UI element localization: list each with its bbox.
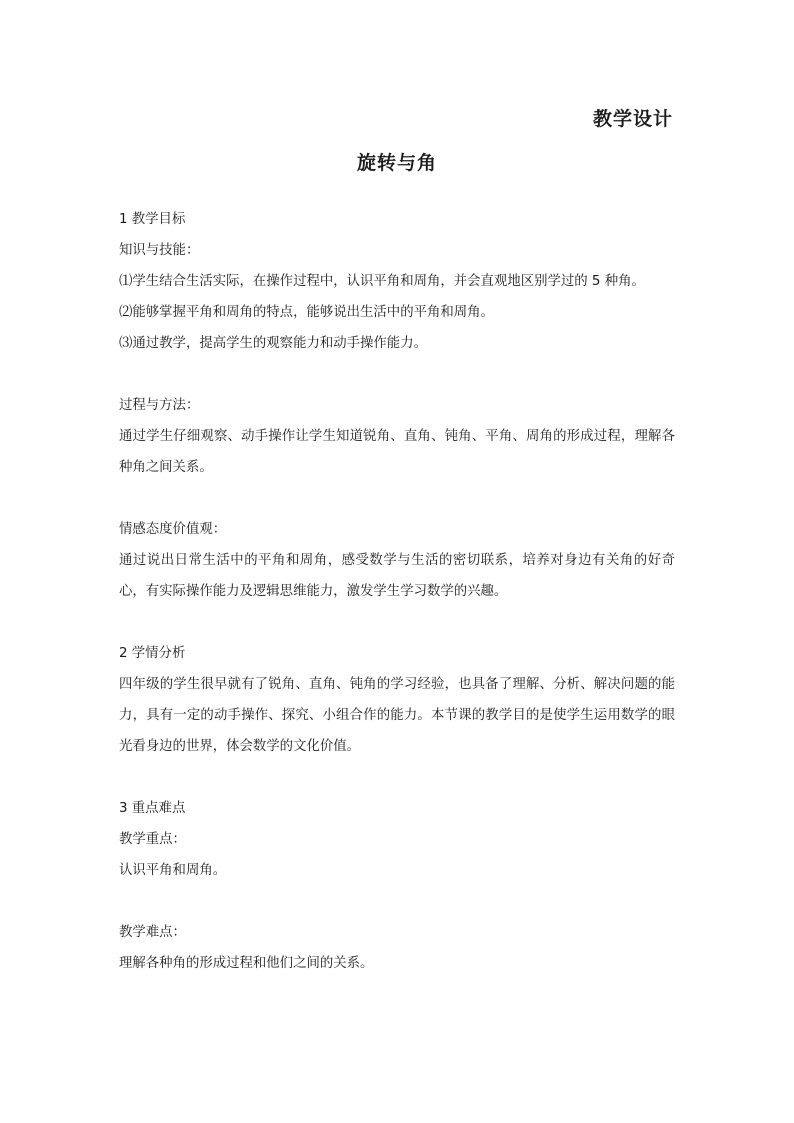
knowledge-item-2: ⑵能够掌握平角和周角的特点，能够说出生活中的平角和周角。: [119, 305, 494, 320]
section-heading-analysis: 2 学情分析: [119, 646, 186, 661]
knowledge-item-3: ⑶通过教学，提高学生的观察能力和动手操作能力。: [119, 336, 427, 351]
paragraph-gap: [119, 886, 675, 917]
document-title: 旋转与角: [356, 152, 437, 174]
emotion-values-text: 通过说出日常生活中的平角和周角，感受数学与生活的密切联系，培养对身边有关角的好奇心，有实际操作能力及逻辑思维能力，激发学生学习数学的兴趣。: [119, 553, 675, 599]
paragraph-gap: [119, 359, 675, 390]
section-heading-objectives: 1 教学目标: [119, 212, 186, 227]
analysis-text: 四年级的学生很早就有了锐角、直角、钝角的学习经验，也具备了理解、分析、解决问题的能力，具有一定的动手操作、探究、小组合作的能力。本节课的教学目的是使学生运用数学的眼光看身边的世界，体会数学的文化价值。: [119, 677, 675, 754]
paragraph-gap: [119, 483, 675, 514]
difficult-point-text: 理解各种角的形成过程和他们之间的关系。: [119, 956, 374, 971]
document-type-label: 教学设计: [592, 108, 673, 130]
process-method-label: 过程与方法：: [119, 398, 200, 413]
emotion-values-label: 情感态度价值观：: [119, 522, 227, 537]
knowledge-item-1: ⑴学生结合生活实际，在操作过程中，认识平角和周角，并会直观地区别学过的 5 种角。: [119, 274, 645, 289]
key-point-label: 教学重点：: [119, 832, 186, 847]
process-method-text: 通过学生仔细观察、动手操作让学生知道锐角、直角、钝角、平角、周角的形成过程，理解各种角之间关系。: [119, 429, 675, 475]
difficult-point-label: 教学难点：: [119, 925, 186, 940]
section-heading-key-points: 3 重点难点: [119, 801, 186, 816]
paragraph-gap: [119, 762, 675, 793]
key-point-text: 认识平角和周角。: [119, 863, 227, 878]
document-body: [119, 204, 675, 979]
knowledge-skills-label: 知识与技能：: [119, 243, 200, 258]
paragraph-gap: [119, 607, 675, 638]
